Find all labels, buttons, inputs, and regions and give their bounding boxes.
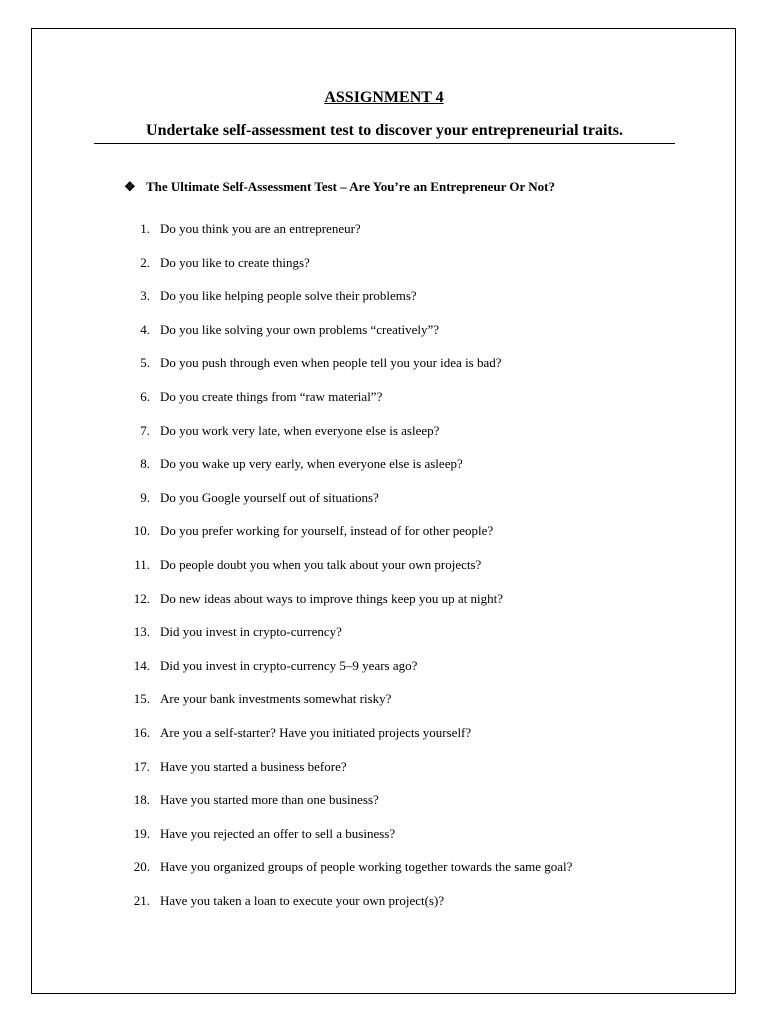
question-number: 2. [140, 254, 150, 270]
question-item [124, 422, 572, 456]
question-text: Have you started a business before? [160, 758, 347, 774]
question-number: 13. [133, 624, 150, 640]
document-subtitle: Undertake self-assessment test to discover your entrepreneurial traits. [146, 122, 623, 139]
question-item [124, 354, 572, 388]
question-text: Do you like solving your own problems “creatively”? [160, 321, 440, 337]
question-item [124, 791, 572, 825]
question-number: 19. [133, 825, 150, 841]
question-number: 9. [140, 489, 150, 505]
question-item [124, 858, 572, 892]
question-item [124, 623, 572, 657]
question-number: 17. [133, 758, 150, 774]
question-item [124, 590, 572, 624]
question-item [124, 455, 572, 489]
question-text: Are your bank investments somewhat risky? [160, 691, 392, 707]
question-item [124, 825, 572, 859]
question-item [124, 657, 572, 691]
question-text: Did you invest in crypto-currency? [160, 624, 342, 640]
question-item [124, 892, 572, 926]
document-title: ASSIGNMENT 4 [324, 89, 444, 106]
section-heading-text: The Ultimate Self-Assessment Test – Are You’re an Entrepreneur Or Not? [146, 179, 555, 194]
question-text: Do you push through even when people tell you your idea is bad? [160, 355, 502, 371]
question-number: 3. [140, 288, 150, 304]
question-text: Do you Google yourself out of situations? [160, 489, 379, 505]
question-text: Do you wake up very early, when everyone else is asleep? [160, 456, 463, 472]
question-number: 12. [133, 590, 150, 606]
question-text: Have you taken a loan to execute your own project(s)? [160, 892, 445, 908]
question-text: Do new ideas about ways to improve things keep you up at night? [160, 590, 503, 606]
question-text: Do you like to create things? [160, 254, 310, 270]
question-item [124, 690, 572, 724]
question-text: Have you started more than one business? [160, 792, 379, 808]
question-item [124, 388, 572, 422]
question-number: 10. [133, 523, 150, 539]
question-number: 15. [133, 691, 150, 707]
question-number: 1. [140, 221, 150, 236]
question-number: 21. [133, 892, 150, 908]
question-item [124, 724, 572, 758]
question-number: 8. [140, 456, 150, 472]
question-text: Did you invest in crypto-currency 5–9 years ago? [160, 657, 418, 673]
question-item [124, 220, 572, 254]
diamond-bullet-icon: ❖ [124, 179, 136, 194]
question-number: 5. [140, 355, 150, 371]
question-number: 18. [133, 792, 150, 808]
question-number: 14. [133, 657, 150, 673]
question-item [124, 287, 572, 321]
question-text: Do you work very late, when everyone else is asleep? [160, 422, 440, 438]
question-number: 11. [134, 556, 150, 572]
title-divider [94, 143, 675, 144]
question-item [124, 254, 572, 288]
question-item [124, 321, 572, 355]
question-text: Are you a self-starter? Have you initiated projects yourself? [160, 724, 472, 740]
section-heading [124, 178, 555, 196]
question-text: Do you create things from “raw material”? [160, 388, 383, 404]
question-item [124, 489, 572, 523]
question-number: 20. [133, 859, 150, 875]
question-text: Do you think you are an entrepreneur? [160, 221, 361, 236]
question-item [124, 556, 572, 590]
question-text: Have you rejected an offer to sell a business? [160, 825, 396, 841]
question-item [124, 522, 572, 556]
question-number: 4. [140, 321, 150, 337]
question-text: Do people doubt you when you talk about your own projects? [160, 556, 482, 572]
question-item [124, 758, 572, 792]
question-list [124, 220, 572, 925]
question-text: Have you organized groups of people working together towards the same goal? [160, 859, 573, 875]
question-number: 6. [140, 388, 150, 404]
question-number: 16. [133, 724, 150, 740]
question-text: Do you prefer working for yourself, instead of for other people? [160, 523, 494, 539]
question-text: Do you like helping people solve their problems? [160, 288, 417, 304]
question-number: 7. [140, 422, 150, 438]
